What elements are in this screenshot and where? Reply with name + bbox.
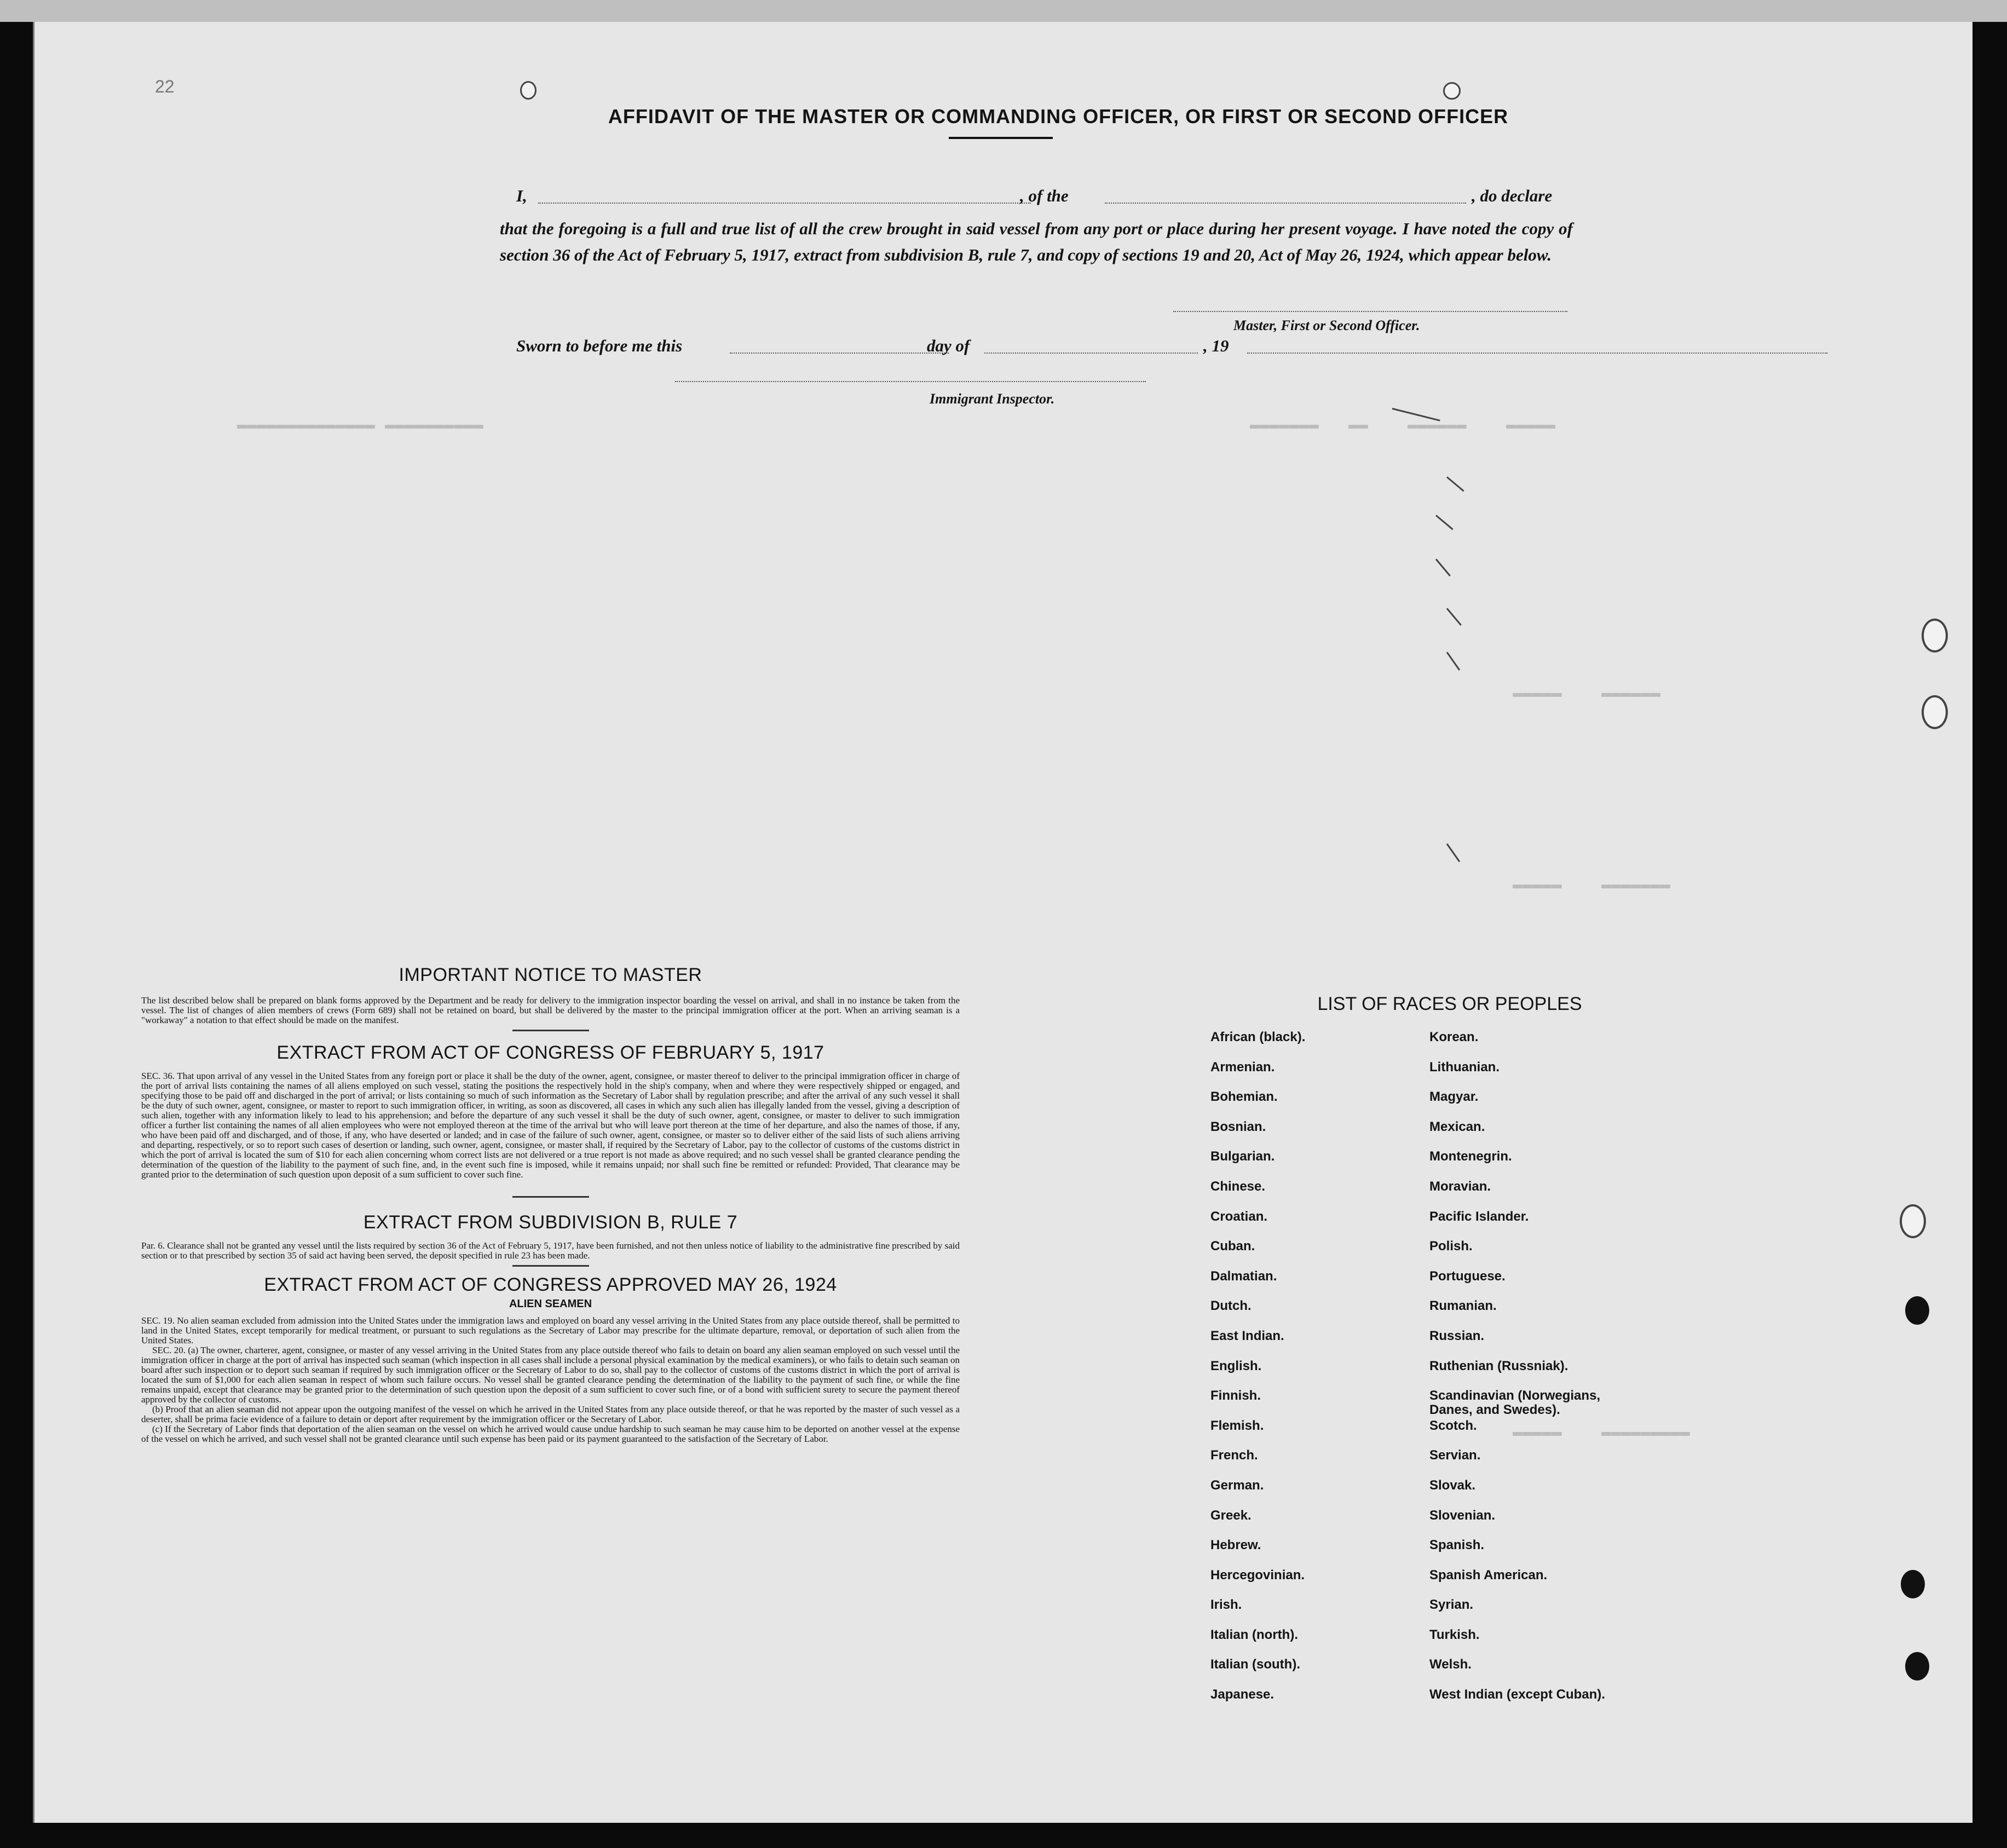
sworn-text: Sworn to before me this	[516, 336, 683, 355]
sworn-year-field[interactable]	[1247, 353, 1827, 354]
extract-1924-title: EXTRACT FROM ACT OF CONGRESS APPROVED MAY 26, 1924	[264, 1274, 837, 1295]
sworn-month-field[interactable]	[984, 353, 1198, 354]
race-item: Turkish.	[1429, 1627, 1480, 1642]
extract-1924-subtitle: ALIEN SEAMEN	[509, 1298, 592, 1310]
race-item: West Indian (except Cuban).	[1429, 1687, 1605, 1702]
pen-mark	[1446, 844, 1460, 862]
races-left-column	[1210, 1030, 1305, 1718]
race-item: Polish.	[1429, 1239, 1473, 1254]
race-item: French.	[1210, 1448, 1258, 1463]
affidavit-body: that the foregoing is a full and true list of all the crew brought in said vessel from any port or place during her present voyage. I have noted the copy of section 36 of the Act of February 5, 1917, extract from subdivision B, rule 7, and copy of sections 19 and 20, Act of May 26, 1924, which appear below.	[500, 219, 1573, 264]
officer-signature-line[interactable]	[1173, 311, 1567, 312]
race-item: Scotch.	[1429, 1418, 1477, 1433]
pen-mark	[1446, 476, 1464, 492]
pen-mark	[1446, 608, 1462, 626]
page-number: 22	[155, 77, 175, 96]
race-item: Italian (south).	[1210, 1657, 1300, 1672]
race-item: Greek.	[1210, 1508, 1252, 1523]
extract-1917-title: EXTRACT FROM ACT OF CONGRESS OF FEBRUARY 5, 1917	[276, 1042, 824, 1063]
race-item: Hebrew.	[1210, 1538, 1261, 1553]
declarant-prefix: I,	[516, 186, 527, 205]
race-item: Japanese.	[1210, 1687, 1274, 1702]
inspector-label: Immigrant Inspector.	[930, 391, 1055, 407]
race-item: Flemish.	[1210, 1418, 1264, 1433]
bleed-through-text: ▬▬▬▬▬ ▬▬▬▬▬▬▬▬▬	[1513, 1423, 1691, 1442]
race-item: Dutch.	[1210, 1298, 1252, 1314]
race-item: Slovak.	[1429, 1477, 1476, 1493]
sec20a-text: SEC. 20. (a) The owner, charterer, agent, consignee, or master of any vessel arriving in the United States from any place outside thereof who fails to detain on board any alien seaman employed on such vessel until the immigration officer in charge at the port of arrival has inspected such seaman (which inspection in all cases shall include a personal physical examination by the medical examiners), or who fails to detain such seaman on board after such inspection or to deport such seaman if required by such immigration officer or the Secretary of Labor to do so, shall pay to the collector of customs of the customs district in which the port of arrival is located the sum of $1,000 for each alien seaman in respect of whom such failure occurs. No vessel shall be granted clearance pending the determination of the liability to the payment of such fine, or while the fine remains unpaid, except that clearance may be granted prior to the determination of such question upon the deposit of a sum sufficient to cover such fine, or of a bond with sufficient surety to secure the payment thereof approved by the collector of customs.	[141, 1345, 960, 1405]
rule7-text: Par. 6. Clearance shall not be granted any vessel until the lists required by section 36 of the Act of February 5, 1917, have been furnished, and not then unless notice of liability to the administrative fine prescribed by said section or to that prescribed by section 35 of said act having been served, the deposit specified in rule 23 has been made.	[141, 1240, 960, 1261]
race-item: German.	[1210, 1477, 1264, 1493]
notice-text: The list described below shall be prepared on blank forms approved by the Department and be ready for delivery to the immigration inspector boarding the vessel on arrival, and shall in no instance be taken from the vessel. The list of changes of alien members of crews (Form 689) shall not be retained on board, but shall be delivered by the master to the principal immigration officer at the port. When an arriving seaman is a "workaway" a notation to that effect should be made on the manifest.	[141, 995, 960, 1025]
race-item: Pacific Islander.	[1429, 1209, 1529, 1224]
race-item: English.	[1210, 1358, 1262, 1373]
race-item: Chinese.	[1210, 1179, 1266, 1194]
race-item: Portuguese.	[1429, 1268, 1506, 1284]
race-item: Montenegrin.	[1429, 1149, 1512, 1164]
pen-mark	[1435, 515, 1454, 530]
race-item: Moravian.	[1429, 1179, 1491, 1194]
binder-hole	[1905, 1296, 1929, 1325]
divider	[512, 1265, 589, 1267]
divider	[512, 1030, 589, 1031]
binder-hole	[1922, 619, 1948, 652]
vessel-prefix: , of the	[1020, 186, 1069, 205]
binder-hole	[1905, 1652, 1929, 1680]
sec20b-text: (b) Proof that an alien seaman did not appear upon the outgoing manifest of the vessel on which he arrived in the United States from any place outside thereof, or that he was reported by the master of such vessel as a deserter, shall be prima facie evidence of a failure to detain or deport after requirement by the immigration officer or the Secretary of Labor.	[141, 1404, 960, 1424]
declaration-suffix: , do declare	[1472, 186, 1553, 205]
races-title: LIST OF RACES OR PEOPLES	[1317, 994, 1582, 1014]
race-item: Rumanian.	[1429, 1298, 1497, 1314]
extract-1917-text: SEC. 36. That upon arrival of any vessel in the United States from any foreign port or place it shall be the duty of the owner, agent, consignee, or master thereof to deliver to the principal immigration officer in charge of the port of arrival lists containing the names of all aliens employed on such vessel, stating the positions the respectively hold in the ship's company, when and where they were respectively shipped or engaged, and specifying those to be paid off and discharged in the port of arrival; or lists containing so much of such information as the Secretary of Labor shall by regulation prescribe; and after the arrival of any such vessel it shall be the duty of such owner, agent, consignee, or master to report to such immigration officer, in writing, as soon as discovered, all cases in which any such alien has illegally landed from the vessel, giving a description of such alien, together with any information likely to lead to his apprehension; and before the departure of any such vessel it shall be the duty of such owner, agent, consignee, or master to deliver to such immigration officer a further list containing the names of all alien employees who were not employed thereon at the time of the arrival but who will leave port thereon at the time of her departure, and also the names of those, if any, who have been paid off and discharged, and of those, if any, who have deserted or landed; and in case of the failure of such owner, agent, consignee, or master so to deliver either of the said lists of such aliens arriving and departing, respectively, or so to report such cases of desertion or landing, such owner, agent, consignee, or master shall, if required by the Secretary of Labor, pay to the collector of customs of the customs district in which the port of arrival is located the sum of $10 for each alien concerning whom correct lists are not delivered or a true report is not made as above required; and no such vessel shall be granted clearance pending the determination of the question of the liability to the payment of such fine, and, in the event such fine is imposed, while it remains unpaid; nor shall such fine be remitted or refunded: Provided, That clearance may be granted prior to the determination of such question upon deposit of a sum sufficient to cover such fine.	[141, 1071, 960, 1180]
race-item: Croatian.	[1210, 1209, 1268, 1224]
race-item: Hercegovinian.	[1210, 1567, 1305, 1583]
day-of-text: day of	[927, 336, 970, 355]
race-item: Servian.	[1429, 1448, 1481, 1463]
sec19-text: SEC. 19. No alien seaman excluded from admission into the United States under the immigration laws and employed on board any vessel arriving in the United States from any place outside thereof, shall be permitted to land in the United States, except temporarily for medical treatment, or pursuant to such regulations as the Secretary of Labor may prescribe for the ultimate departure, removal, or deportation of such alien from the United States.	[141, 1315, 960, 1345]
binder-hole	[1901, 1570, 1925, 1598]
races-right-column	[1429, 1030, 1605, 1718]
rule7-title: EXTRACT FROM SUBDIVISION B, RULE 7	[363, 1212, 738, 1233]
race-item: Syrian.	[1429, 1597, 1474, 1613]
divider	[512, 1196, 589, 1198]
binder-hole	[1443, 82, 1461, 100]
race-item: African (black).	[1210, 1030, 1306, 1044]
race-item: Armenian.	[1210, 1059, 1275, 1075]
bleed-through-text: ▬▬▬▬▬ ▬▬▬▬▬▬	[1513, 684, 1661, 703]
page-top-strip	[0, 0, 2007, 22]
race-item: Bulgarian.	[1210, 1149, 1275, 1164]
race-item: Spanish.	[1429, 1538, 1485, 1553]
binder-hole	[1900, 1204, 1926, 1238]
race-item: East Indian.	[1210, 1328, 1284, 1343]
race-item: Mexican.	[1429, 1119, 1485, 1134]
binder-hole	[1922, 695, 1948, 729]
race-item: Spanish American.	[1429, 1567, 1548, 1583]
affidavit-title: AFFIDAVIT OF THE MASTER OR COMMANDING OFFICER, OR FIRST OR SECOND OFFICER	[608, 105, 1509, 128]
race-item: Slovenian.	[1429, 1508, 1496, 1523]
race-item: Korean.	[1429, 1030, 1479, 1044]
race-item: Irish.	[1210, 1597, 1242, 1613]
race-item: Finnish.	[1210, 1388, 1261, 1404]
race-item: Russian.	[1429, 1328, 1485, 1343]
vessel-name-field[interactable]	[1105, 203, 1466, 204]
binder-hole	[520, 81, 537, 100]
pen-mark	[1446, 652, 1460, 671]
race-item: Italian (north).	[1210, 1627, 1298, 1642]
race-item: Bosnian.	[1210, 1119, 1266, 1134]
race-item: Welsh.	[1429, 1657, 1472, 1672]
bleed-through-text: ▬▬▬▬▬▬▬▬▬▬▬▬▬▬ ▬▬▬▬▬▬▬▬▬▬	[237, 416, 484, 435]
year-prefix: , 19	[1203, 336, 1229, 355]
officer-signature-label: Master, First or Second Officer.	[1233, 317, 1420, 333]
declarant-name-field[interactable]	[538, 203, 1031, 204]
bleed-through-text: ▬▬▬▬▬ ▬▬▬▬▬▬▬	[1513, 876, 1671, 894]
manifest-sheet	[33, 22, 1973, 1823]
race-item: Magyar.	[1429, 1089, 1479, 1105]
title-rule	[949, 137, 1053, 139]
race-item: Bohemian.	[1210, 1089, 1278, 1105]
race-item: Lithuanian.	[1429, 1059, 1500, 1075]
notice-title: IMPORTANT NOTICE TO MASTER	[399, 965, 702, 985]
inspector-signature-line[interactable]	[675, 381, 1146, 382]
sworn-day-field[interactable]	[730, 353, 949, 354]
bleed-through-text: ▬▬▬▬▬▬▬ ▬▬ ▬▬▬▬▬▬ ▬▬▬▬▬	[1250, 416, 1556, 435]
race-item: Cuban.	[1210, 1239, 1255, 1254]
race-item: Scandinavian (Norwegians, Danes, and Swedes).	[1429, 1388, 1601, 1418]
pen-mark	[1435, 559, 1451, 577]
race-item: Ruthenian (Russniak).	[1429, 1358, 1568, 1373]
race-item: Dalmatian.	[1210, 1268, 1277, 1284]
notice-section	[141, 965, 960, 1444]
sec20c-text: (c) If the Secretary of Labor finds that deportation of the alien seaman on the vessel on which he arrived would cause undue hardship to such seaman he may cause him to be deported on another vessel at the expense of the vessel on which he arrived, and such vessel shall not be granted clearance until such expense has been paid or its payment guaranteed to the satisfaction of the Secretary of Labor.	[141, 1424, 960, 1444]
